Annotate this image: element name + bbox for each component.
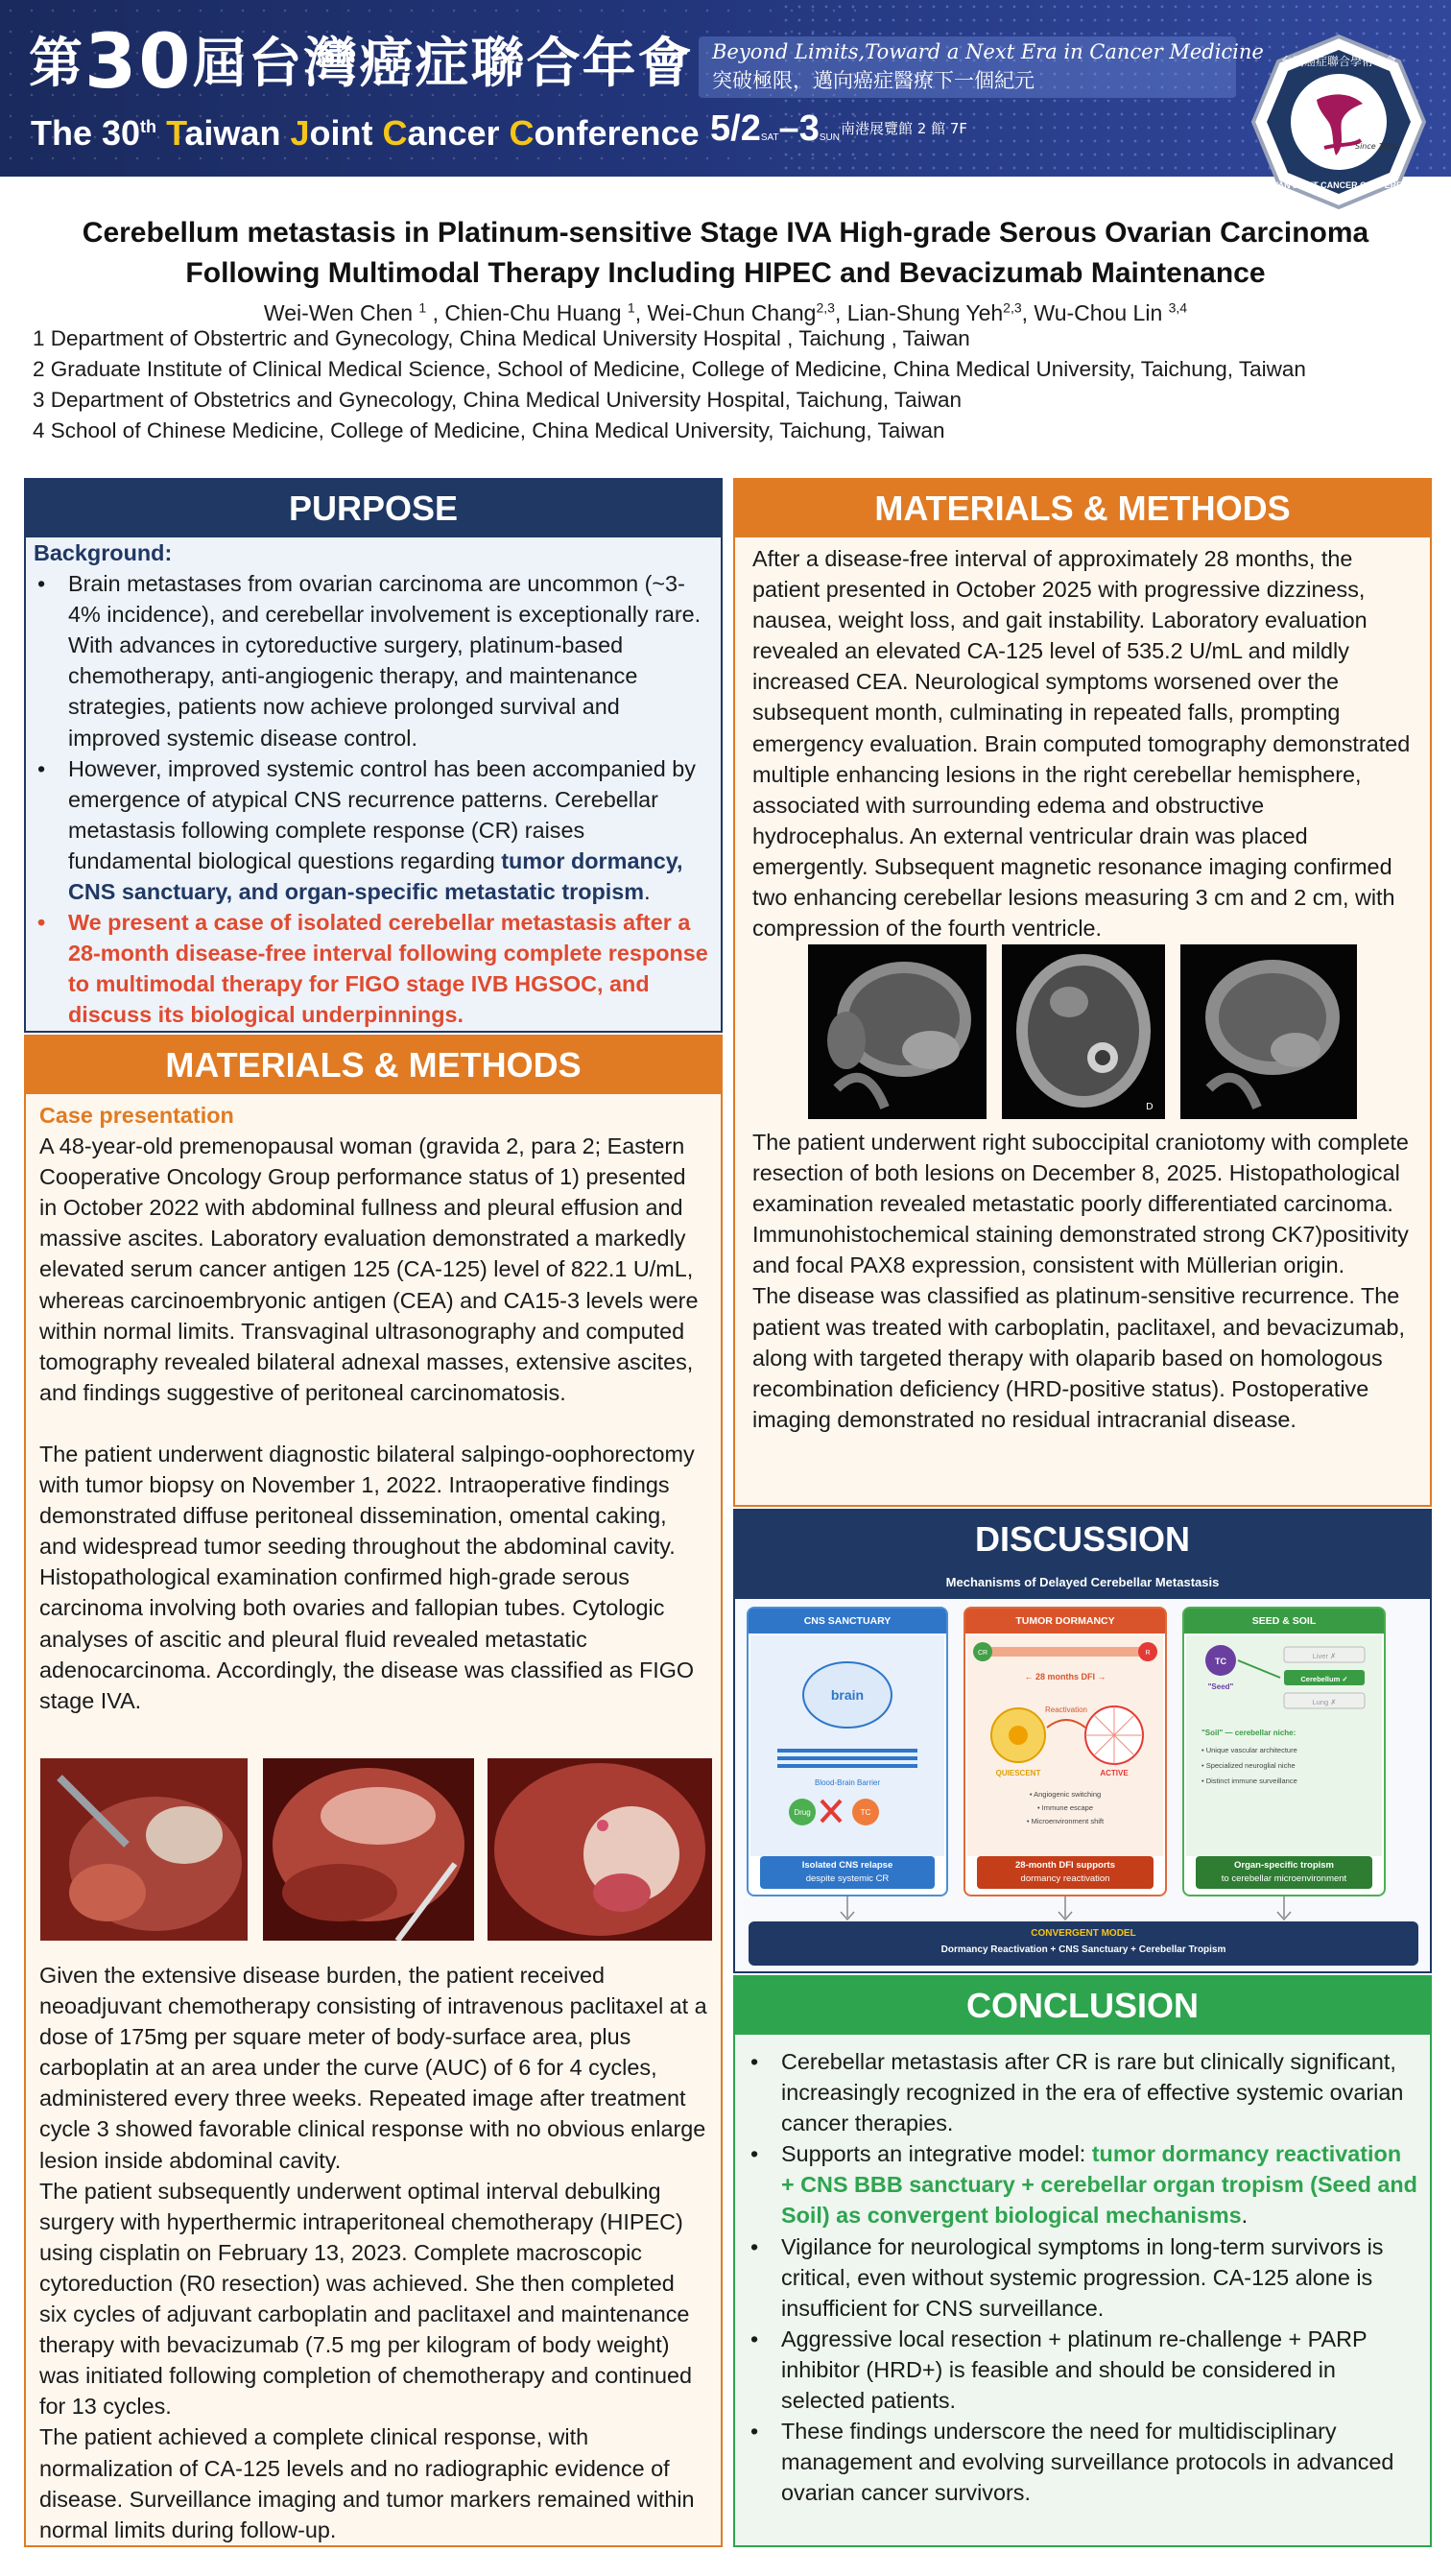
- author: Wu-Chou Lin $^{3,4}$: [1034, 299, 1188, 325]
- seed-soil-card: [1182, 1607, 1386, 1896]
- seed-tc-label: TC: [1215, 1657, 1226, 1666]
- paper-title-line1: Cerebellum metastasis in Platinum-sensitive Stage IVA High-grade Serous Ovarian Carcinoma: [82, 217, 1369, 249]
- bbb-label: Blood-Brain Barrier: [814, 1778, 881, 1787]
- tumor-dormancy-illustration: [965, 1635, 1165, 1856]
- conclusion-bullet-4: • Aggressive local resection + platinum re-challenge + PARP inhibitor (HRD+) is feasible and should be considered in selected patients.: [747, 2324, 1418, 2416]
- author: Wei-Wen Chen $^1$ ,: [263, 299, 445, 325]
- purpose-bullet-2: • However, improved systemic control has been accompanied by emergence of atypical CNS recurrence patterns. Cerebellar metastasis following complete response (CR) raises fundamental biological questions regarding tumor dormancy, CNS sanctuary, and organ-specific metastatic tropism.: [34, 753, 711, 907]
- cns-foot-2: despite systemic CR: [805, 1873, 890, 1884]
- mri-label: D: [1146, 1102, 1154, 1112]
- case-para-5: The patient achieved a complete clinical response, with normalization of CA-125 levels and no radiographic evidence of disease. Surveillance imaging and tumor markers remained within normal limits during follow-up.: [39, 2424, 695, 2542]
- case-para-3: Given the extensive disease burden, the patient received neoadjuvant chemotherapy consisting of intravenous paclitaxel at a dose of 175mg per square meter of body-surface area, plus carboplatin at an area under the curve (AUC) of 6 for 4 cycles, administered every three weeks. Repeated image after treatment cycle 3 showed favorable clinical response with no obvious enlarge lesion inside abdominal cavity.: [39, 1963, 707, 2173]
- conclusion-bullets: [747, 2046, 1418, 2508]
- mechanism-diagram: [735, 1566, 1430, 1971]
- surgical-photo-2: [263, 1758, 474, 1941]
- active-label: ACTIVE: [1100, 1769, 1129, 1777]
- quiescent-label: QUIESCENT: [995, 1769, 1041, 1777]
- affiliation-3: 3 Department of Obstetrics and Gynecology, China Medical University Hospital, Taichung, Taiwan: [33, 388, 962, 412]
- methods-right-top: [752, 543, 1416, 943]
- cns-foot-1: Isolated CNS relapse: [801, 1860, 893, 1871]
- background-label: Background:: [34, 540, 173, 565]
- logo-text-en: TAIWAN JOINT CANCER CONFERENCE: [1256, 180, 1421, 190]
- seed-soil-foot-1: Organ-specific tropism: [1234, 1860, 1334, 1871]
- tagline-en: Beyond Limits,Toward a Next Era in Cancer Medicine: [712, 40, 1264, 63]
- case-presentation-label: Case presentation: [39, 1103, 234, 1128]
- conclusion-panel: [733, 1975, 1432, 2547]
- case-para-2: The patient underwent diagnostic bilateral salpingo-oophorectomy with tumor biopsy on November 1, 2022. Intraoperative findings demonstrated diffuse peritoneal dissemination, omental caking, and widespread tumor seeding throughout the abdominal cavity. Histopathological examination confirmed high-grade serous carcinoma involving both ovaries and fallopian tubes. Cytologic analyses of ascitic and pleural fluid revealed metastatic adenocarcinoma. Accordingly, the disease was classified as FIGO stage IVA.: [39, 1441, 695, 1713]
- niche-item-1: • Unique vascular architecture: [1201, 1746, 1297, 1754]
- r-label: R: [1145, 1650, 1151, 1657]
- tumor-dormancy-footer: [977, 1856, 1154, 1889]
- methods-right-bottom: [752, 1127, 1416, 1435]
- surgical-photo-3: [488, 1758, 712, 1941]
- niche-label: "Soil" — cerebellar niche:: [1201, 1729, 1296, 1737]
- seed-soil-title: SEED & SOIL: [1184, 1609, 1384, 1634]
- brain-label: brain: [830, 1687, 865, 1703]
- mri-sagittal-image: [808, 944, 987, 1119]
- mri-sagittal-image-2: [1180, 944, 1357, 1119]
- purpose-heading: PURPOSE: [26, 480, 721, 537]
- cns-sanctuary-card: [747, 1607, 948, 1896]
- paper-title: [29, 213, 1422, 294]
- lung-label: Lung ✗: [1312, 1698, 1337, 1706]
- cns-sanctuary-illustration: [749, 1635, 946, 1856]
- recurrence-para-2: The patient underwent right suboccipital craniotomy with complete resection of both lesions on December 8, 2025. Histopathological examination revealed metastatic poorly differentiated carcinoma. Immunohistochemical staining demonstrated strong CK7)positivity and focal PAX8 expression, consistent with Müllerian origin.: [752, 1130, 1409, 1278]
- methods-left-bottom: [39, 1960, 707, 2545]
- seed-soil-footer: [1196, 1856, 1372, 1889]
- case-para-1: A 48-year-old premenopausal woman (gravida 2, para 2; Eastern Cooperative Oncology Group performance status of 1) presented in October 2022 with abdominal fullness and pleural effusion and massive ascites. Laboratory evaluation demonstrated a markedly elevated serum cancer antigen 125 (CA-125) level of 822.1 U/mL, whereas carcinoembryonic antigen (CEA) and CA15-3 levels were within normal limits. Transvaginal ultrasonography and computed tomography revealed bilateral adnexal masses, extensive ascites, and findings suggestive of peritoneal carcinomatosis.: [39, 1133, 699, 1405]
- conclusion-bullet-3: • Vigilance for neurological symptoms in long-term survivors is critical, even without systemic progression. CA-125 alone is insufficient for CNS surveillance.: [747, 2231, 1418, 2324]
- affiliation-2: 2 Graduate Institute of Clinical Medical Science, School of Medicine, College of Medicine, China Medical University, Taichung, Taiwan: [33, 357, 1306, 381]
- author: Chien-Chu Huang $^1$,: [444, 299, 648, 325]
- conclusion-bullet-2: • Supports an integrative model: tumor dormancy reactivation + CNS BBB sanctuary + cerebellar organ tropism (Seed and Soil) as convergent biological mechanisms.: [747, 2138, 1418, 2230]
- tc-label: TC: [860, 1808, 871, 1817]
- cns-sanctuary-footer: [760, 1856, 935, 1889]
- seed-soil-foot-2: to cerebellar microenvironment: [1221, 1873, 1347, 1884]
- reactivation-label: Reactivation: [1044, 1705, 1088, 1714]
- conclusion-bullet-5: • These findings underscore the need for multidisciplinary management and evolving surveillance protocols in advanced ovarian cancer survivors.: [747, 2416, 1418, 2508]
- seed-label: "Seed": [1207, 1682, 1234, 1691]
- tumor-dormancy-title: TUMOR DORMANCY: [965, 1609, 1165, 1634]
- recurrence-para-3: The disease was classified as platinum-sensitive recurrence. The patient was treated with carboplatin, paclitaxel, and bevacizumab, along with targeted therapy with olaparib based on homologous recombination deficiency (HRD-positive status). Postoperative imaging demonstrated no residual intracranial disease.: [752, 1283, 1406, 1432]
- tagline-zh: 突破極限，邁向癌症醫療下一個紀元: [712, 69, 1035, 92]
- surgical-photo-1: [40, 1758, 248, 1941]
- seed-soil-illustration: [1184, 1635, 1384, 1856]
- purpose-bullet-3: • We present a case of isolated cerebellar metastasis after a 28-month disease-free interval following complete response to multimodal therapy for FIGO stage IVB HGSOC, and discuss its biological underpinnings.: [34, 907, 711, 1030]
- methods-left-top: [39, 1100, 707, 1716]
- convergent-model-box: [749, 1921, 1418, 1966]
- niche-item-3: • Distinct immune surveillance: [1201, 1777, 1297, 1785]
- conclusion-bullet-1: • Cerebellar metastasis after CR is rare but clinically significant, increasingly recognized in the era of effective systemic ovarian cancer therapies.: [747, 2046, 1418, 2138]
- case-para-4: The patient subsequently underwent optimal interval debulking surgery with hyperthermic intraperitoneal chemotherapy (HIPEC) using cisplatin on February 13, 2023. Complete macroscopic cytoreduction (R0 resection) was achieved. She then completed six cycles of adjuvant carboplatin and paclitaxel and maintenance therapy with bevacizumab (7.5 mg per kilogram of body weight) was initiated following completion of chemotherapy and continued for 13 cycles.: [39, 2178, 693, 2420]
- conclusion-body: [747, 2046, 1418, 2508]
- logo-since: Since 1996: [1355, 142, 1398, 151]
- diagram-title: Mechanisms of Delayed Cerebellar Metastasis: [735, 1566, 1430, 1599]
- purpose-bullets: [34, 568, 711, 1030]
- mri-axial-image: [1002, 944, 1165, 1119]
- author: Lian-Shung Yeh$^{2,3}$,: [846, 299, 1035, 325]
- methods-left-heading: MATERIALS & METHODS: [26, 1037, 721, 1094]
- conference-date: 5/2SAT–3SUN: [710, 108, 840, 149]
- discussion-heading: DISCUSSION: [735, 1511, 1430, 1568]
- purpose-panel: [24, 478, 723, 1033]
- paper-title-line2: Following Multimodal Therapy Including HIPEC and Bevacizumab Maintenance: [185, 257, 1266, 289]
- conclusion-heading: CONCLUSION: [735, 1977, 1430, 2035]
- convergent-title: CONVERGENT MODEL: [1031, 1928, 1136, 1939]
- dormancy-item-2: • Immune escape: [1036, 1803, 1094, 1812]
- drug-label: Drug: [794, 1808, 811, 1817]
- author: Wei-Chun Chang$^{2,3}$,: [647, 299, 847, 325]
- cns-sanctuary-title: CNS SANCTUARY: [749, 1609, 946, 1634]
- liver-label: Liver ✗: [1312, 1652, 1337, 1660]
- dormancy-foot-1: 28-month DFI supports: [1015, 1860, 1115, 1871]
- dormancy-item-1: • Angiogenic switching: [1029, 1790, 1102, 1799]
- logo-text-zh: 台灣癌症聯合學術年會: [1280, 55, 1397, 68]
- affiliation-1: 1 Department of Obstertric and Gynecology, China Medical University Hospital , Taichung , Taiwan: [33, 326, 970, 350]
- conference-title-zh: 第30屆台灣癌症聯合年會: [29, 19, 694, 106]
- venue: 南港展覽館 2 館 7F: [841, 120, 968, 137]
- purpose-body: [34, 537, 711, 1031]
- convergent-text: Dormancy Reactivation + CNS Sanctuary + Cerebellar Tropism: [940, 1944, 1226, 1955]
- affiliation-4: 4 School of Chinese Medicine, College of Medicine, China Medical University, Taichung, Taiwan: [33, 418, 945, 442]
- cr-label: CR: [977, 1650, 988, 1657]
- cerebellum-label: Cerebellum ✓: [1300, 1675, 1348, 1683]
- author-list: [29, 293, 1422, 327]
- niche-item-2: • Specialized neuroglial niche: [1201, 1761, 1296, 1770]
- conference-logo-icon: [1249, 33, 1428, 211]
- conference-title-en: The 30th Taiwan Joint Cancer Conference: [31, 113, 700, 153]
- dormancy-foot-2: dormancy reactivation: [1020, 1873, 1110, 1884]
- tumor-dormancy-card: [963, 1607, 1167, 1896]
- recurrence-para-1: After a disease-free interval of approximately 28 months, the patient presented in October 2025 with progressive dizziness, nausea, weight loss, and gait instability. Laboratory evaluation revealed an elevated CA-125 level of 535.2 U/mL and mildly increased CEA. Neurological symptoms worsened over the subsequent month, culminating in repeated falls, prompting emergency evaluation. Brain computed tomography demonstrated multiple enhancing lesions in the right cerebellar hemisphere, associated with surrounding edema and obstructive hydrocephalus. An external ventricular drain was placed emergently. Subsequent magnetic resonance imaging confirmed two enhancing cerebellar lesions measuring 3 cm and 2 cm, with compression of the fourth ventricle.: [752, 546, 1411, 942]
- methods-right-heading: MATERIALS & METHODS: [735, 480, 1430, 537]
- dormancy-item-3: • Microenvironment shift: [1026, 1817, 1105, 1825]
- purpose-bullet-1: • Brain metastases from ovarian carcinoma are uncommon (~3-4% incidence), and cerebellar involvement is exceptionally rare. With advances in cytoreductive surgery, platinum-based chemotherapy, anti-angiogenic therapy, and maintenance strategies, patients now achieve prolonged survival and improved systemic disease control.: [34, 568, 711, 753]
- dfi-label: ← 28 months DFI →: [1024, 1672, 1106, 1682]
